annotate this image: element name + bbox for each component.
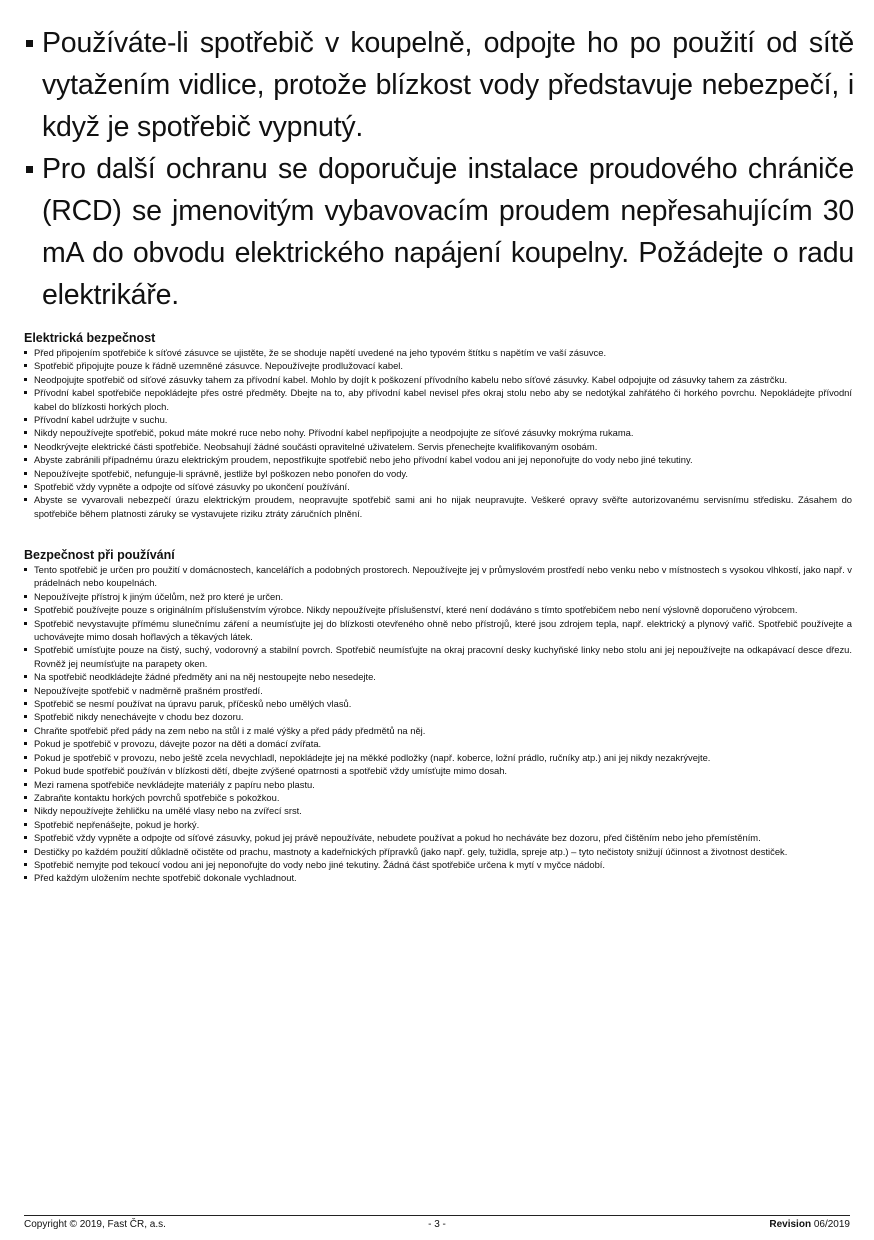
list-item bbox=[24, 643, 852, 670]
list-item bbox=[24, 346, 852, 359]
intro-warning-item bbox=[24, 148, 854, 316]
bullet-icon bbox=[24, 742, 27, 745]
list-item bbox=[24, 440, 852, 453]
list-item-text: Před připojením spotřebiče k síťové zásuvce se ujistěte, že se shoduje napětí uvedené na jeho typovém štítku s napětím ve vaší zásuvce. bbox=[34, 347, 607, 358]
list-item-text: Spotřebič umísťujte pouze na čistý, suchý, vodorovný a stabilní povrch. Spotřebič neumísťujte na okraj pracovní desky kuchyňské linky nebo stolu ani jej nepoužívejte na odkapávací desce dřezu. Rovněž jej neumísťujte na parapety oken. bbox=[34, 644, 852, 669]
bullet-icon bbox=[24, 715, 27, 718]
list-item bbox=[24, 684, 852, 697]
list-item bbox=[24, 818, 852, 831]
list-item-text: Neodpojujte spotřebič od síťové zásuvky tahem za přívodní kabel. Mohlo by dojít k poškození přívodního kabelu nebo síťové zásuvky. Kabel odpojujte od zásuvky tahem za zástrčku. bbox=[34, 373, 788, 385]
bullet-icon bbox=[24, 809, 27, 812]
list-item-text: Spotřebič nevystavujte přímému slunečnímu záření a neumísťujte jej do blízkosti otevřeného ohně nebo přístrojů, které jsou zdrojem tepla, např. elektrický a plynový vařič. Spotřebič používejte a uchovávejte mimo dosah hořlavých a těkavých látek. bbox=[34, 617, 852, 643]
list-item-text: Spotřebič připojujte pouze k řádně uzemněné zásuvce. Nepoužívejte prodlužovací kabel. bbox=[34, 360, 403, 372]
electrical-safety-section bbox=[24, 331, 852, 520]
list-item bbox=[24, 791, 852, 804]
bullet-icon bbox=[24, 729, 27, 732]
intro-warning-text: Pro další ochranu se doporučuje instalace proudového chrániče (RCD) se jmenovitým vybavovacím proudem nepřesahujícím 30 mA do obvodu elektrického napájení koupelny. Požádejte o radu elektrikáře. bbox=[42, 153, 854, 311]
bullet-icon bbox=[24, 756, 27, 759]
bullet-icon bbox=[24, 850, 27, 853]
list-item bbox=[24, 453, 852, 466]
copyright-text: Copyright © 2019, Fast ČR, a.s. bbox=[24, 1219, 166, 1230]
list-item-text: Chraňte spotřebič před pády na zem nebo na stůl i z malé výšky a před pády předmětů na něj. bbox=[34, 724, 426, 736]
revision-value: 06/2019 bbox=[813, 1219, 850, 1230]
list-item-text: Přívodní kabel spotřebiče nepokládejte přes ostré předměty. Dbejte na to, aby přívodní kabel nevisel přes okraj stolu nebo aby se nedotýkal zahřátého či horkého povrchu. Nepokládejte přívodní kabel do blízkosti horkých ploch. bbox=[34, 387, 852, 412]
list-item bbox=[24, 373, 852, 386]
list-item bbox=[24, 603, 852, 616]
list-item bbox=[24, 724, 852, 737]
list-item-text: Zabraňte kontaktu horkých povrchů spotřebiče s pokožkou. bbox=[34, 791, 280, 803]
list-item bbox=[24, 751, 852, 764]
bullet-icon bbox=[24, 836, 27, 839]
list-item bbox=[24, 386, 852, 413]
list-item-text: Nepoužívejte přístroj k jiným účelům, než pro které je určen. bbox=[34, 590, 284, 602]
list-item-text: Nepoužívejte spotřebič v nadměrně prašném prostředí. bbox=[34, 684, 263, 696]
list-item bbox=[24, 359, 852, 372]
bullet-icon bbox=[24, 689, 27, 692]
list-item-text: Před každým uložením nechte spotřebič dokonale vychladnout. bbox=[34, 872, 297, 884]
bullet-icon bbox=[24, 498, 27, 501]
bullet-icon bbox=[24, 595, 27, 598]
intro-warning-item bbox=[24, 22, 854, 148]
list-item bbox=[24, 858, 852, 871]
bullet-icon bbox=[24, 622, 27, 625]
list-item bbox=[24, 778, 852, 791]
list-item-text: Abyste zabránili případnému úrazu elektrickým proudem, nepostřikujte spotřebič nebo jeho přívodní kabel vodou ani jej neponořujte do vody nebo jiné tekutiny. bbox=[34, 454, 693, 466]
bullet-icon bbox=[24, 769, 27, 772]
page-footer bbox=[24, 1219, 850, 1233]
list-item bbox=[24, 563, 852, 590]
list-item-text: Nikdy nepoužívejte žehličku na umělé vlasy nebo na zvířecí srst. bbox=[34, 805, 302, 817]
square-bullet-icon bbox=[26, 40, 33, 47]
bullet-icon bbox=[24, 675, 27, 678]
list-item bbox=[24, 697, 852, 710]
list-item-text: Nepoužívejte spotřebič, nefunguje-li správně, jestliže byl poškozen nebo ponořen do vody. bbox=[34, 467, 409, 479]
list-item-text: Nikdy nepoužívejte spotřebič, pokud máte mokré ruce nebo nohy. Přívodní kabel nepřipojujte a neodpojujte ze síťové zásuvky mokrýma rukama. bbox=[34, 427, 634, 439]
list-item bbox=[24, 413, 852, 426]
bullet-icon bbox=[24, 472, 27, 475]
list-item-text: Spotřebič používejte pouze s originálním příslušenstvím výrobce. Nikdy nepoužívejte příslušenství, které není dodáváno s tímto spotřebičem nebo není výslovně doporučeno výrobcem. bbox=[34, 604, 798, 616]
list-item-text: Na spotřebič neodkládejte žádné předměty ani na něj nestoupejte nebo nesedejte. bbox=[34, 671, 376, 683]
list-item-text: Spotřebič nemyjte pod tekoucí vodou ani jej neponořujte do vody nebo jiné tekutiny. Žádná část spotřebiče určena k mytí v myčce nádobí. bbox=[34, 858, 605, 870]
bullet-icon bbox=[24, 823, 27, 826]
usage-safety-section bbox=[24, 548, 852, 885]
list-item-text: Spotřebič nepřenášejte, pokud je horký. bbox=[34, 818, 200, 830]
bullet-icon bbox=[24, 863, 27, 866]
bullet-icon bbox=[24, 702, 27, 705]
bullet-icon bbox=[24, 608, 27, 611]
list-item-text: Spotřebič vždy vypněte a odpojte od síťové zásuvky po ukončení používání. bbox=[34, 481, 350, 493]
list-item bbox=[24, 480, 852, 493]
bullet-icon bbox=[24, 568, 27, 571]
bullet-icon bbox=[24, 796, 27, 799]
list-item bbox=[24, 871, 852, 884]
bullet-icon bbox=[24, 351, 27, 354]
bullet-icon bbox=[24, 378, 27, 381]
list-item-text: Pokud je spotřebič v provozu, dávejte pozor na děti a domácí zvířata. bbox=[34, 738, 322, 750]
intro-warning-text: Používáte-li spotřebič v koupelně, odpojte ho po použití od sítě vytažením vidlice, protože blízkost vody představuje nebezpečí, i když je spotřebič vypnutý. bbox=[42, 27, 854, 143]
list-item bbox=[24, 426, 852, 439]
list-item-text: Přívodní kabel udržujte v suchu. bbox=[34, 414, 168, 426]
list-item-text: Spotřebič nikdy nenechávejte v chodu bez dozoru. bbox=[34, 711, 244, 723]
list-item bbox=[24, 764, 852, 777]
list-item bbox=[24, 831, 852, 844]
bullet-icon bbox=[24, 391, 27, 394]
list-item-text: Tento spotřebič je určen pro použití v domácnostech, kancelářích a podobných prostorech. Nepoužívejte jej v průmyslovém prostředí nebo venku nebo v místnostech s vysokou vlhkostí, jako např. v prádelnách nebo koupelnách. bbox=[34, 564, 852, 589]
section-heading: Bezpečnost při používání bbox=[24, 548, 175, 562]
revision-info bbox=[769, 1219, 850, 1230]
bullet-icon bbox=[24, 431, 27, 434]
list-item bbox=[24, 670, 852, 683]
bullet-icon bbox=[24, 485, 27, 488]
list-item bbox=[24, 617, 852, 644]
list-item-text: Mezi ramena spotřebiče nevkládejte materiály z papíru nebo plastu. bbox=[34, 778, 315, 790]
list-item-text: Neodkrývejte elektrické části spotřebiče. Neobsahují žádné součásti opravitelné uživatelem. Servis přenechejte kvalifikovaným osobám. bbox=[34, 440, 598, 452]
bullet-icon bbox=[24, 876, 27, 879]
bullet-icon bbox=[24, 648, 27, 651]
list-item bbox=[24, 493, 852, 520]
intro-warning-list bbox=[24, 22, 854, 316]
bullet-icon bbox=[24, 783, 27, 786]
list-item-text: Pokud bude spotřebič používán v blízkosti dětí, dbejte zvýšené opatrnosti a spotřebič vždy umísťujte mimo dosah. bbox=[34, 765, 508, 777]
list-item bbox=[24, 590, 852, 603]
page-number: - 3 - bbox=[428, 1219, 446, 1230]
list-item-text: Abyste se vyvarovali nebezpečí úrazu elektrickým proudem, neopravujte spotřebič sami ani ho nijak neupravujte. Veškeré opravy svěřte autorizovanému servisnímu středisku. Zásahem do spotřebiče během platnosti záruky se vystavujete riziku ztráty záručních plnění. bbox=[34, 494, 852, 519]
footer-divider bbox=[24, 1215, 850, 1216]
list-item-text: Spotřebič vždy vypněte a odpojte od síťové zásuvky, pokud jej právě nepoužíváte, nebudete používat a pokud ho necháváte bez dozoru, před čištěním nebo jeho přemístěním. bbox=[34, 832, 761, 844]
electrical-safety-list bbox=[24, 346, 852, 520]
section-heading: Elektrická bezpečnost bbox=[24, 331, 156, 345]
list-item bbox=[24, 845, 852, 858]
bullet-icon bbox=[24, 458, 27, 461]
bullet-icon bbox=[24, 445, 27, 448]
list-item bbox=[24, 804, 852, 817]
bullet-icon bbox=[24, 418, 27, 421]
list-item-text: Destičky po každém použití důkladně očistěte od prachu, mastnoty a kadeřnických přípravků (jako např. gely, tužidla, spreje atp.) – tyto nečistoty snižují účinnost a životnost destiček. bbox=[34, 845, 788, 857]
bullet-icon bbox=[24, 364, 27, 367]
list-item-text: Spotřebič se nesmí používat na úpravu paruk, příčesků nebo umělých vlasů. bbox=[34, 698, 352, 710]
list-item-text: Pokud je spotřebič v provozu, nebo ještě zcela nevychladl, nepokládejte jej na měkké podložky (např. koberce, ložní prádlo, ručníky atp.) ani jej nikdy nezakrývejte. bbox=[34, 751, 711, 763]
usage-safety-list bbox=[24, 563, 852, 885]
revision-label: Revision bbox=[769, 1219, 812, 1230]
list-item bbox=[24, 467, 852, 480]
list-item bbox=[24, 710, 852, 723]
square-bullet-icon bbox=[26, 166, 33, 173]
list-item bbox=[24, 737, 852, 750]
